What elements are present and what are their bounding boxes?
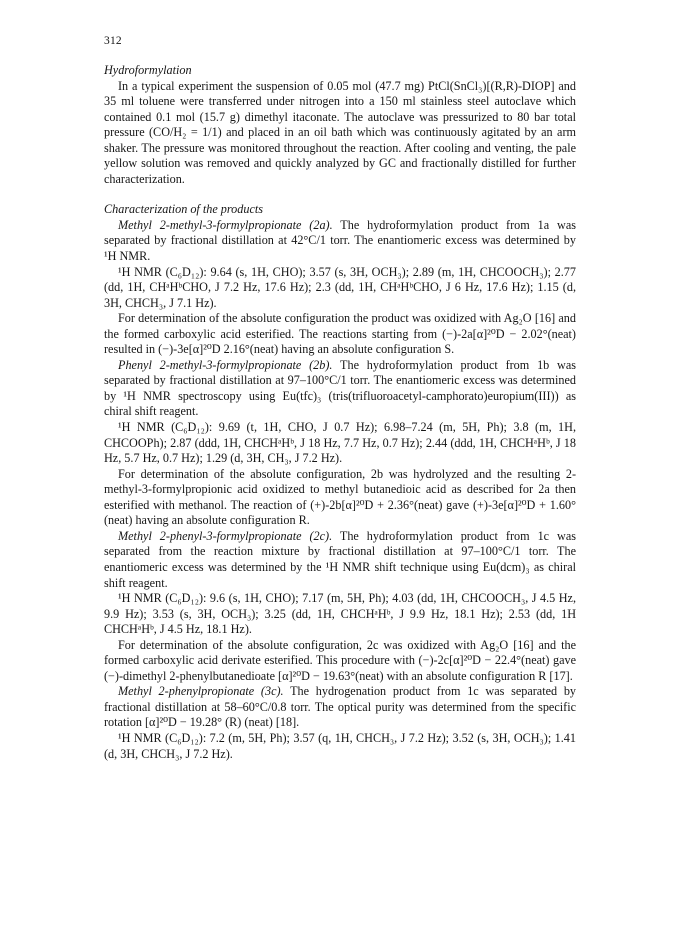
text: was separated by fractional distillation at 42°C/1 torr. The enantiomeric excess was determined by ¹H NMR.: [104, 217, 576, 264]
paragraph: [104, 79, 576, 188]
compound-ref: 1b: [537, 357, 550, 372]
text: was separated from the reaction mixture by fractional distillation at 97–100°C/1 torr. The enantiomeric excess was determined by the ¹H NMR shift technique using Eu(dcm)₃ as chiral shift reagent.: [104, 528, 576, 590]
compound-ref: 1c: [537, 528, 550, 543]
text: For determination of the absolute configuration, 2b was hydrolyzed and the resulting 2-methyl-3-formylpropionic acid oxidized to methyl butanedioic acid as described for 2a then esterified with methanol. The reaction of (+)-2b[α]²⁰D + 2.36°(neat) gave (+)-3e[α]²⁰D + 1.60°(neat) having an absolute configuration R.: [104, 466, 576, 528]
paragraph: [104, 218, 576, 265]
paragraph: [104, 358, 576, 420]
section-heading: Hydroformylation: [104, 63, 192, 77]
article-body: [104, 63, 576, 762]
paragraph: [104, 638, 576, 685]
text: The hydroformylation product from: [332, 357, 538, 372]
paragraph: [104, 467, 576, 529]
nmr-data: [104, 591, 576, 638]
compound-ref: 1a: [537, 217, 550, 232]
text: ¹H NMR (C₆D₁₂): 9.64 (s, 1H, CHO); 3.57 (s, 3H, OCH₃); 2.89 (m, 1H, CHCOOCH₃); 2.77 (dd, 1H, CHᵃHᵇCHO, J 7.2 Hz, 17.6 Hz); 2.3 (dd, 1H, CHᵃHᵇCHO, J 6 Hz, 17.6 Hz); 1.15 (d, 3H, CHCH₃, J 7.1 Hz).: [104, 264, 576, 310]
paragraph: [104, 311, 576, 358]
text: ¹H NMR (C₆D₁₂): 9.6 (s, 1H, CHO); 7.17 (m, 5H, Ph); 4.03 (dd, 1H, CHCOOCH₃, J 4.5 Hz, 9.9 Hz); 3.53 (s, 3H, OCH₃); 3.25 (dd, 1H, CHCHᵃHᵇ, J 9.9 Hz, 18.1 Hz); 2.53 (dd, 1H CHCHᵃHᵇ, J 4.5 Hz, 18.1 Hz).: [104, 591, 576, 637]
compound-title: Methyl 2-phenylpropionate (3c).: [118, 684, 284, 699]
text: ¹H NMR (C₆D₁₂): 7.2 (m, 5H, Ph); 3.57 (q, 1H, CHCH₃, J 7.2 Hz); 3.52 (s, 3H, OCH₃); 1.41 (d, 3H, CHCH₃, J 7.2 Hz).: [104, 730, 576, 761]
text: In a typical experiment the suspension of 0.05 mol (47.7 mg) PtCl(SnCl₃)[(R,R)-DIOP] and 35 ml toluene were transferred under nitrogen into a 150 ml stainless steel autoclave which contained 0.1 mol (15.7 g) dimethyl itaconate. The autoclave was pressurized to 80 bar total pressure (CO/H₂ = 1/1) and placed in an oil bath which was continuously agitated by an arm shaker. The pressure was monitored throughout the reaction. After cooling and venting, the pale yellow solution was removed and quickly analyzed by GC and fractionally distilled for further characterization.: [104, 78, 576, 186]
text: The hydroformylation product from: [332, 528, 538, 543]
text: The hydroformylation product from: [332, 217, 538, 232]
compound-title: Methyl 2-phenyl-3-formylpropionate (2c).: [118, 528, 333, 543]
compound-title: Methyl 2-methyl-3-formylpropionate (2a).: [118, 217, 333, 232]
compound-ref: 1c: [467, 684, 479, 699]
text: was separated by fractional distillation at 58–60°C/0.8 torr. The optical purity was determined from the specific rotation [α]²⁰D − 19.28° (R) (neat) [18].: [104, 684, 577, 730]
paragraph: [104, 529, 576, 591]
text: The hydrogenation product from: [283, 684, 468, 699]
text: ¹H NMR (C₆D₁₂): 9.69 (t, 1H, CHO, J 0.7 Hz); 6.98–7.24 (m, 5H, Ph); 3.8 (m, 1H, CHCOOPh); 2.87 (ddd, 1H, CHCHᵃHᵇ, J 18 Hz, 7.7 Hz, 0.7 Hz); 2.44 (ddd, 1H, CHCHᵃHᵇ, J 18 Hz, 5.7 Hz, 0.7 Hz); 1.29 (d, 3H, CH₃, J 7.2 Hz).: [104, 420, 576, 466]
nmr-data: [104, 265, 576, 312]
nmr-data: [104, 420, 576, 467]
text: For determination of the absolute configuration, 2c was oxidized with Ag₂O [16] and the formed carboxylic acid derivate esterified. This procedure with (−)-2c[α]²⁰D − 22.4°(neat) gave (−)-dimethyl 2-phenylbutanedioate [α]²⁰D − 19.63°(neat) with an absolute configuration R [17].: [104, 637, 576, 683]
paragraph: [104, 684, 576, 731]
text: For determination of the absolute configuration the product was oxidized with Ag₂O [16] and the formed carboxylic acid esterified. The reactions starting from (−)-2a[α]²⁰D − 2.02°(neat) resulted in (−)-3e[α]²⁰D 2.16°(neat) having an absolute configuration S.: [104, 311, 576, 357]
nmr-data: [104, 731, 576, 762]
text: was separated by fractional distillation at 97–100°C/1 torr. The enantiomeric excess was determined by ¹H NMR spectroscopy using Eu(tfc)₃ (tris(trifluoroacetyl-camphorato)europium(III)) as chiral shift reagent.: [104, 357, 576, 419]
page-number: 312: [104, 35, 122, 47]
section-heading: Characterization of the products: [104, 202, 263, 217]
compound-title: Phenyl 2-methyl-3-formylpropionate (2b).: [118, 357, 333, 372]
